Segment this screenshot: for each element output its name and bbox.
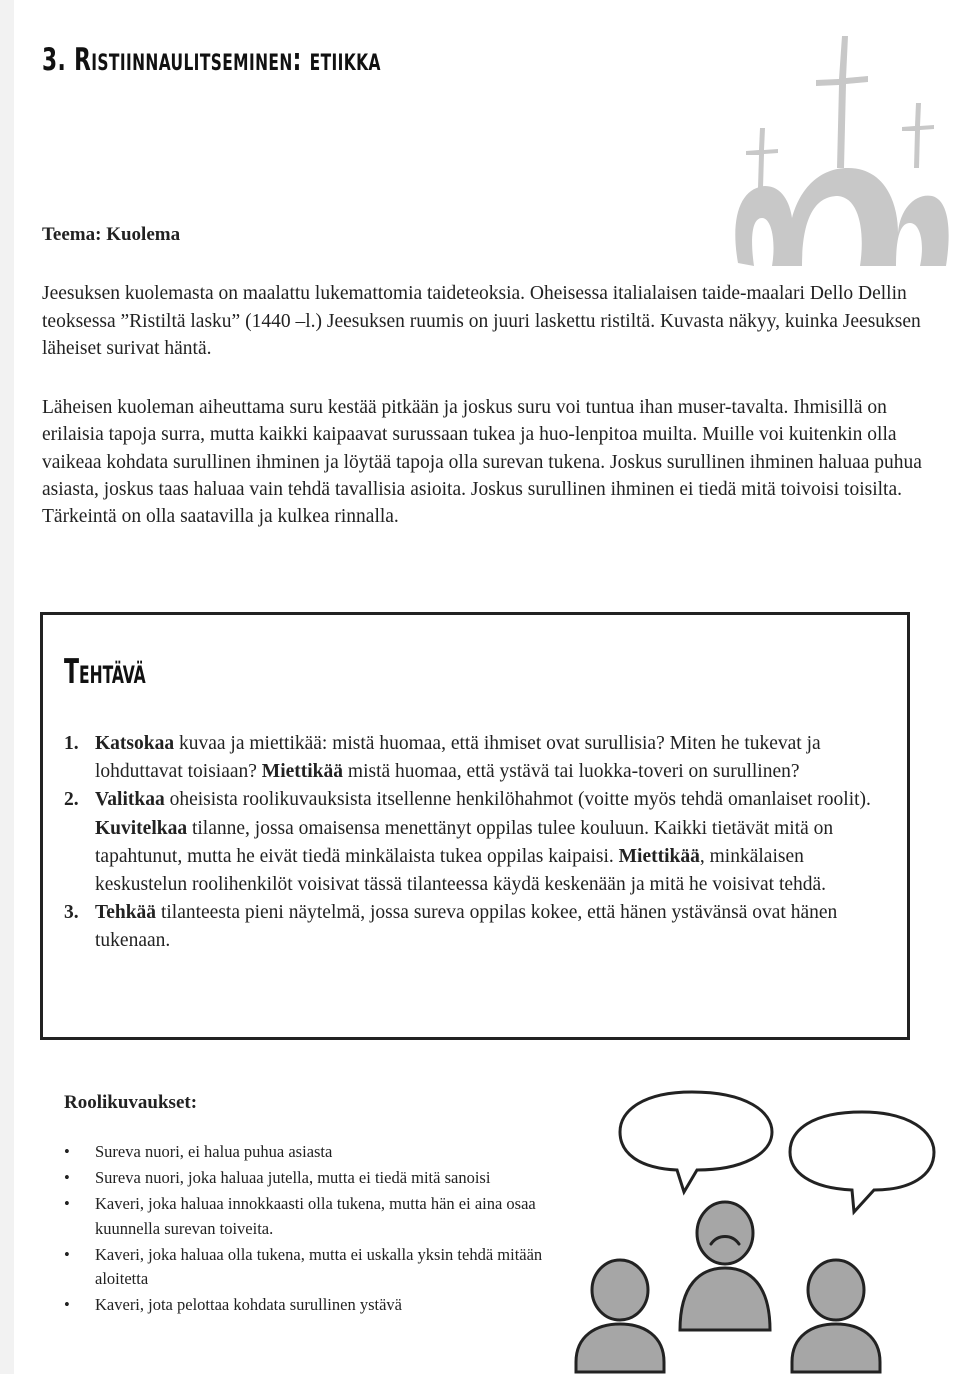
task-verb: Miettikää: [261, 761, 344, 783]
person-left-body-icon: [576, 1324, 664, 1372]
task-verb: Kuvitelkaa: [95, 817, 188, 839]
bullet-icon: •: [64, 1295, 70, 1314]
task-text: oheisista roolikuvauksista itsellenne henkilöhahmot (voitte myös tehdä omanlaiset roolit).: [164, 789, 871, 811]
bullet-icon: •: [64, 1194, 70, 1213]
role-text: Sureva nuori, joka haluaa jutella, mutta ei tiedä mitä sanoisi: [95, 1168, 491, 1187]
list-item: [64, 1293, 554, 1318]
list-item: [64, 1243, 554, 1292]
task-verb: Miettikää: [618, 845, 700, 867]
intro-paragraph: Jeesuksen kuolemasta on maalattu lukemattomia taideteoksia. Oheisessa italialaisen taide-maalari Dello Dellin teoksessa ”Ristiltä lasku” (1440 –l.) Jeesuksen ruumis on juuri laskettu ristiltä. Kuvasta näkyy, kuinka Jeesuksen läheiset surivat häntä.: [42, 283, 921, 359]
task-text: kuvaa ja miettikää: mistä huomaa, että ihmiset ovat surullisia? Miten he tukevat ja lohduttavat toisiaan?: [95, 733, 821, 783]
task-number: 1.: [64, 733, 79, 754]
task-verb: Valitkaa: [95, 789, 165, 811]
roles-heading: Roolikuvaukset:: [64, 1092, 198, 1113]
person-left-head-icon: [592, 1260, 648, 1320]
task-item-3: [64, 899, 884, 955]
task-text: mistä huomaa, että ystävä tai luokka-toveri on surullinen?: [343, 761, 800, 783]
theme-label: Teema: Kuolema: [42, 224, 181, 245]
task-list: [64, 730, 884, 956]
task-number: 3.: [64, 902, 79, 924]
task-text: tilanne, jossa omaisensa menettänyt oppilas tulee kouluun. Kaikki tietävät mitä on tapahtunut, mutta he eivät tiedä minkälaista tukea oppilas kaipaisi.: [95, 817, 834, 867]
task-heading: Tehtävä: [64, 652, 146, 692]
task-item-1: [64, 730, 884, 786]
roles-list: [64, 1140, 554, 1319]
task-verb: Tehkää: [95, 902, 157, 924]
task-number: 2.: [64, 789, 79, 811]
role-text: Sureva nuori, ei halua puhua asiasta: [95, 1142, 333, 1161]
person-right-body-icon: [792, 1324, 880, 1372]
person-center-head-icon: [697, 1202, 753, 1264]
grief-paragraph: Läheisen kuoleman aiheuttama suru kestää pitkään ja joskus suru voi tuntua ihan muser-tavalta. Ihmisillä on erilaisia tapoja surra, mutta kaikki kaipaavat surussaan tukea ja huo-lenpitoa muilta. Muille voi kuitenkin olla vaikeaa kohdata surullinen ihminen ja löytää tapoja olla surevan tukena. Joskus surullinen ihminen haluaa puhua asiasta, joskus taas haluaa vain tehdä tavallisia asioita. Joskus surullinen ihminen ei tiedä mitä toivoisi toisilta. Tärkeintä on olla saatavilla ja kulkea rinnalla.: [42, 397, 922, 528]
task-text: tilanteesta pieni näytelmä, jossa sureva oppilas kokee, että hänen ystävänsä ovat hänen tukenaan.: [95, 902, 838, 952]
speech-bubble-left-icon: [620, 1092, 772, 1192]
crosses-on-hills-icon: [720, 18, 950, 268]
person-right-head-icon: [808, 1260, 864, 1320]
list-item: [64, 1166, 554, 1191]
bullet-icon: •: [64, 1244, 70, 1264]
list-item: [64, 1192, 554, 1241]
role-text: Kaveri, jota pelottaa kohdata surullinen ystävä: [95, 1295, 402, 1314]
bullet-icon: •: [64, 1142, 70, 1161]
person-center-body-icon: [680, 1268, 770, 1330]
role-text: Kaveri, joka haluaa innokkaasti olla tukena, mutta hän ei aina osaa kuunnella surevan toiveita.: [95, 1194, 536, 1238]
role-text: Kaveri, joka haluaa olla tukena, mutta ei uskalla yksin tehdä mitään aloitetta: [95, 1244, 543, 1288]
three-people-speech-bubbles-icon: [572, 1080, 952, 1374]
speech-bubble-right-icon: [790, 1112, 934, 1212]
task-item-2: [64, 786, 884, 899]
task-verb: Katsokaa: [95, 733, 175, 754]
bullet-icon: •: [64, 1168, 70, 1187]
list-item: [64, 1140, 554, 1165]
task-text: , minkälaisen keskustelun roolihenkilöt voisivat tässä tilanteessa käydä keskenään ja mitä he voisivat tehdä.: [95, 845, 827, 896]
page-title: 3. Ristiinnaulitseminen: etiikka: [42, 42, 381, 78]
